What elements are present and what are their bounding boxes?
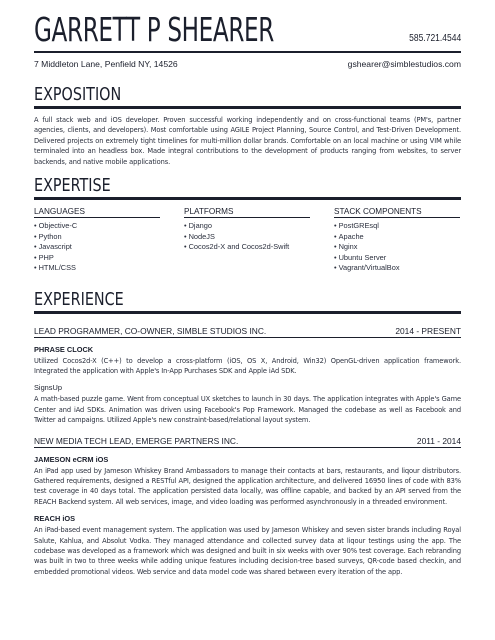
list-item: • Apache [334, 232, 460, 243]
exposition-section [34, 85, 461, 167]
contact-row [34, 59, 461, 69]
job-entry [34, 436, 461, 578]
list-item: • Django [184, 221, 310, 232]
list-item: • Objective-C [34, 221, 160, 232]
list-item: • Ubuntu Server [334, 253, 460, 264]
job-dates: 2011 - 2014 [416, 435, 461, 446]
list-item: • Vagrant/VirtualBox [334, 263, 460, 274]
candidate-name: GARRETT P SHEARER [34, 10, 275, 49]
job-role: NEW MEDIA TECH LEAD, EMERGE PARTNERS INC. [34, 435, 239, 446]
exposition-text: A full stack web and iOS developer. Proven successful working independently and on cross-functional teams (PM's, partner agencies, clients, and developers). Most comfortable using AGILE Project Planning, Source Control, and Test-Driven Development. Delivered projects on extremely tight timelines for multi-million dollar brands. Comfortable on an local machine or using VIM while terminaled into an headless box. Made integral contributions to the development of products ranging from websites, to server backends, and native mobile applications. [34, 115, 461, 166]
exposition-divider [34, 106, 461, 109]
job-dates: 2014 - PRESENT [395, 325, 461, 336]
exposition-title: EXPOSITION [34, 85, 122, 105]
project-title: REACH iOS [34, 514, 76, 524]
phone-number: 585.721.4544 [409, 33, 461, 44]
expertise-column-stack [334, 207, 460, 274]
expertise-section [34, 176, 461, 274]
column-heading: STACK COMPONENTS [334, 207, 460, 218]
project-title: JAMESON eCRM iOS [34, 454, 109, 464]
project-title: PHRASE CLOCK [34, 344, 94, 354]
project-description: A math-based puzzle game. Went from conceptual UX sketches to launch in 30 days. The application integrates with Apple's Game Center and iAd SDKs. Animation was driven using Facebook's Pop Framework. Managed the codebase as well as Facebook and Twitter ad campaigns. Utilized Apple's new constraint-based/relational layout system. [34, 394, 461, 425]
column-heading: LANGUAGES [34, 207, 160, 218]
list-item: • NodeJS [184, 232, 310, 243]
list-item: • Javascript [34, 242, 160, 253]
job-header [34, 326, 461, 338]
experience-divider [34, 311, 461, 314]
column-heading: PLATFORMS [184, 207, 310, 218]
project-description: An iPad app used by Jameson Whiskey Brand Ambassadors to manage their contacts at bars, restaurants, and liqour distributors. Gathered requirements, designed a RESTful API, designed the application architecture, and delivered 16950 lines of code with 83% test coverage in 40 days total. The application persisted data locally, was offline capable, and backed by an API served from the REACH Backend system. All web services, image, and video loading was performed asynchronously in a threaded environment. [34, 465, 461, 506]
email: gshearer@simblestudios.com [347, 59, 461, 69]
expertise-title: EXPERTISE [34, 176, 111, 197]
job-header [34, 436, 461, 448]
list-item: • HTML/CSS [34, 263, 160, 274]
list-item: • PostGREsql [334, 221, 460, 232]
header-divider [34, 51, 461, 53]
project-description: Utilized Cocos2d-X (C++) to develop a cross-platform (iOS, OS X, Android, Win32) OpenGL-driven application framework. Integrated the application with Apple's In-App Purchases SDK and Apple iAd SDK. [34, 355, 461, 375]
experience-section [34, 290, 461, 578]
address: 7 Middleton Lane, Penfield NY, 14526 [34, 59, 178, 69]
expertise-divider [34, 197, 461, 200]
job-role: LEAD PROGRAMMER, CO-OWNER, SIMBLE STUDIOS INC. [34, 325, 267, 336]
list-item: • PHP [34, 253, 160, 264]
project-title: SignsUp [34, 383, 62, 393]
expertise-columns [34, 207, 461, 274]
expertise-column-languages [34, 207, 160, 274]
list-item: • Nginx [334, 242, 460, 253]
experience-title: EXPERIENCE [34, 289, 124, 310]
job-entry [34, 326, 461, 426]
list-item: • Cocos2d-X and Cocos2d-Swift [184, 242, 310, 253]
project-description: An iPad-based event management system. The application was used by Jameson Whiskey and seven sister brands including Royal Salute, Kahlua, and Absolut Vodka. They managed attendance and collected survey data at liqour testings using the app. The codebase was developed as a framework which was designed and built in six weeks with over 90% test coverage. Each rebranding was built in two to three weeks while adding unique features including decision-tree based surveys, QR-code based checkin, and embedded promotional videos. Web service and data model code was shared between every iteration of the app. [34, 525, 461, 576]
expertise-column-platforms [184, 207, 310, 274]
header [34, 12, 461, 48]
list-item: • Python [34, 232, 160, 243]
